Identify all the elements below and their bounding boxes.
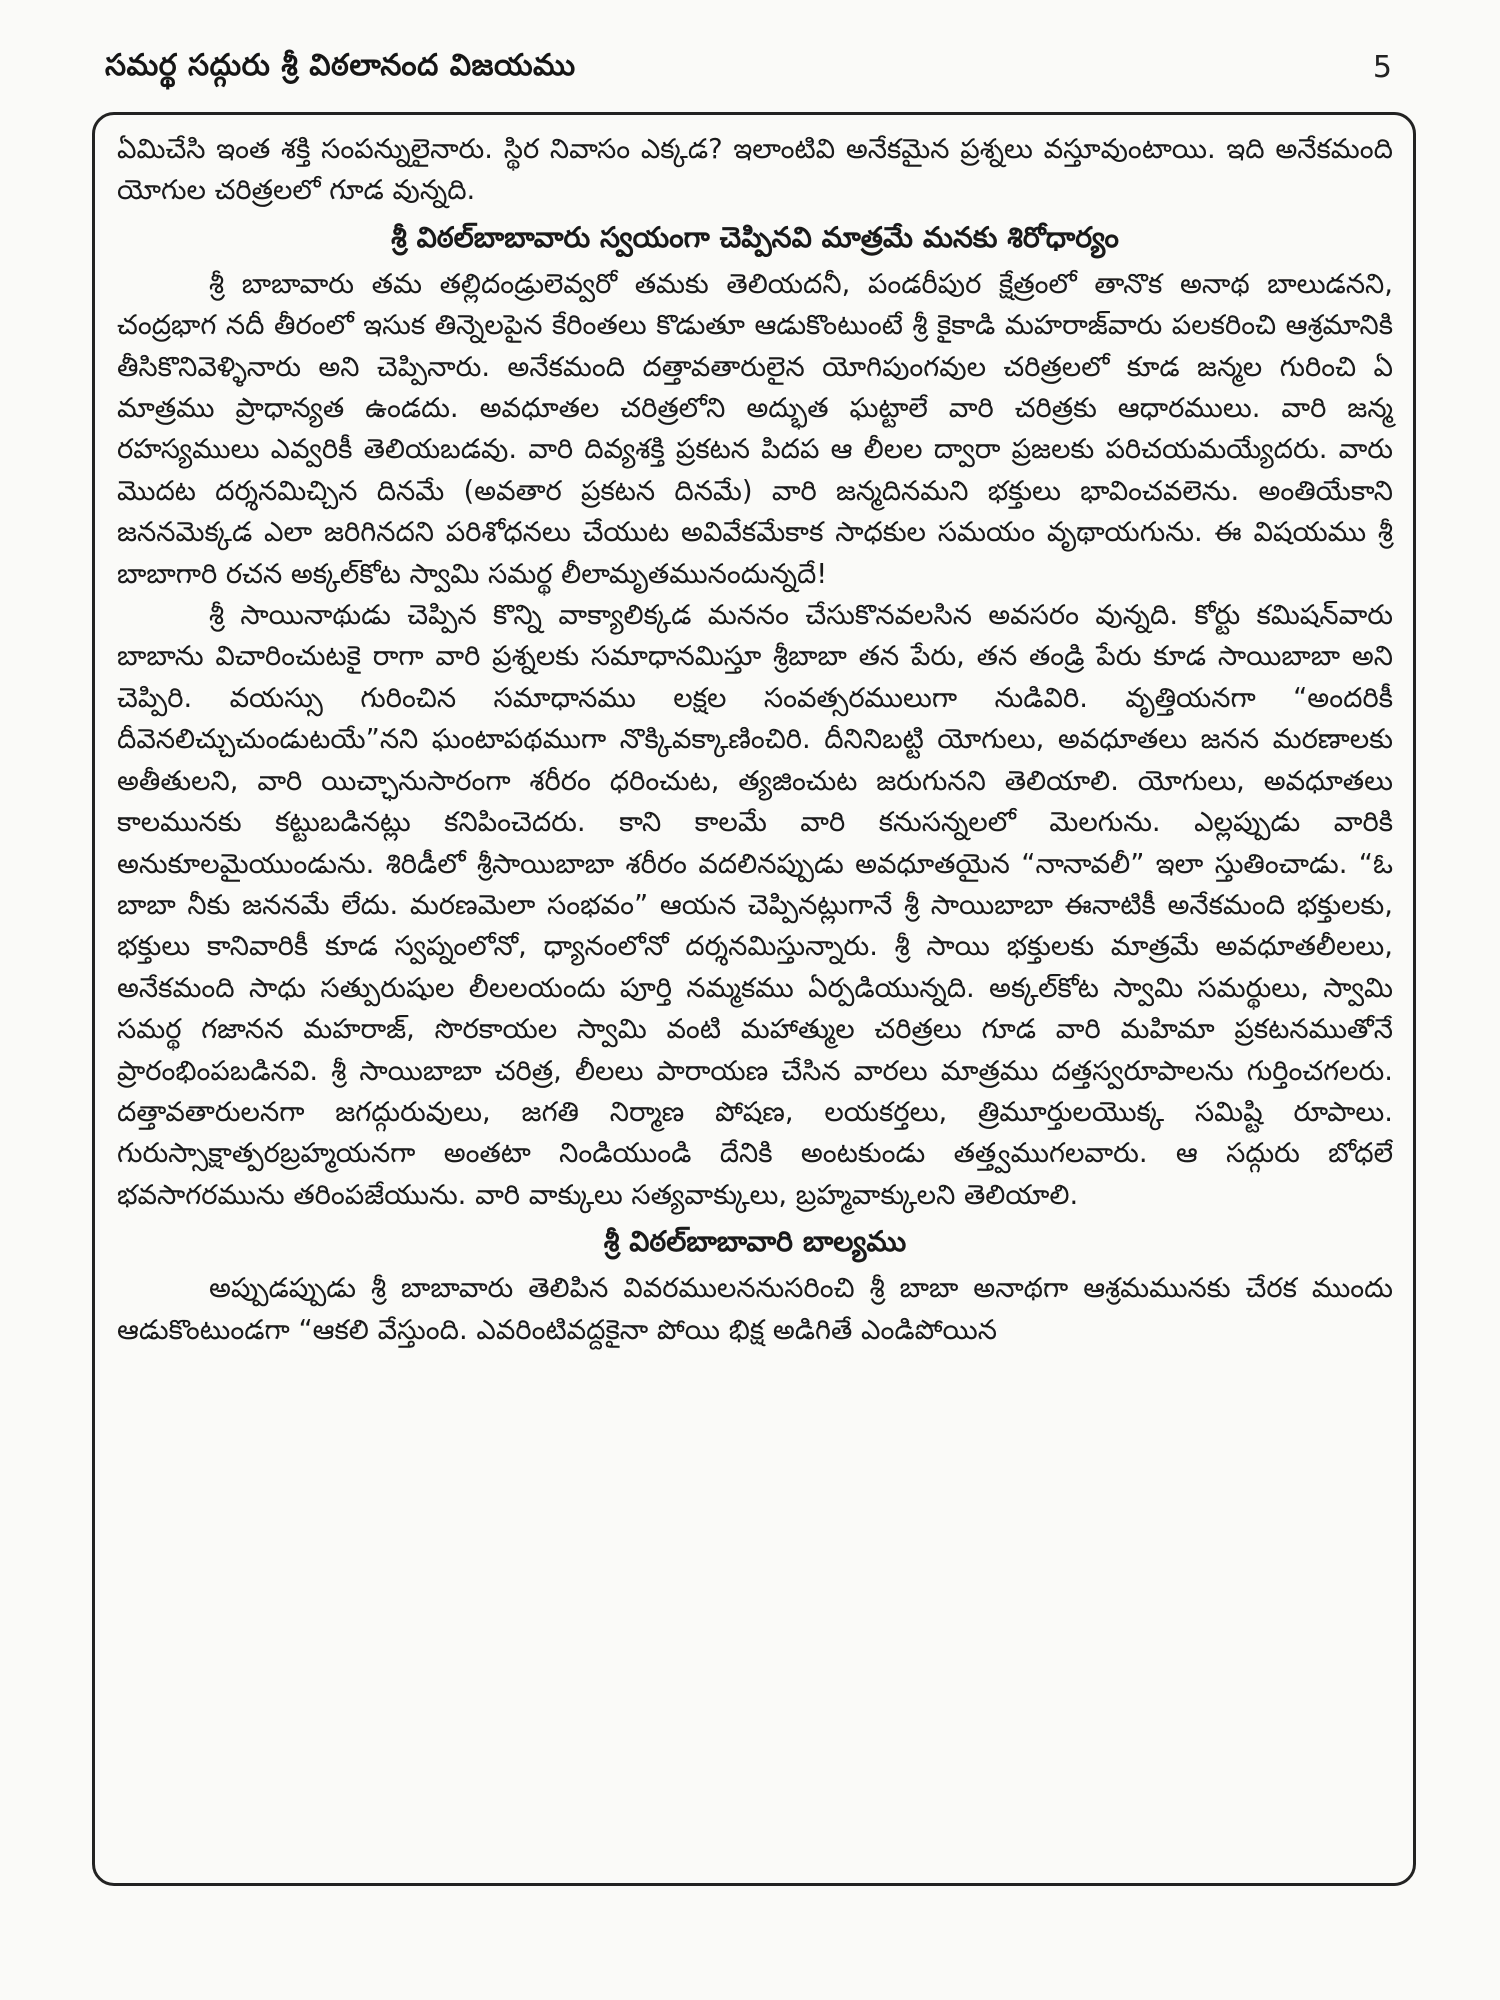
text-frame — [92, 112, 1416, 1886]
section-heading-2: శ్రీ విఠల్‌బాబావారి బాల్యము — [603, 1225, 907, 1259]
intro-paragraph: ఏమిచేసి ఇంత శక్తి సంపన్నులైనారు. స్థిర నివాసం ఎక్కడ? ఇలాంటివి అనేకమైన ప్రశ్నలు వస్తూవుంటాయి. ఇది అనేకమంది యోగుల చరిత్రలలో గూడ వున్నది. — [117, 134, 1393, 207]
page-number: 5 — [1372, 50, 1392, 85]
paragraph-1: శ్రీ బాబావారు తమ తల్లిదండ్రులెవ్వరో తమకు తెలియదనీ, పండరీపుర క్షేత్రంలో తానొక అనాథ బాలుడనని, చంద్రభాగ నదీ తీరంలో ఇసుక తిన్నెలపైన కేరింతలు కొడుతూ ఆడుకొంటుంటే శ్రీ కైకాడి మహరాజ్‌వారు పలకరించి ఆశ్రమానికి తీసికొనివెళ్ళినారు అని చెప్పినారు. అనేకమంది దత్తావతారులైన యోగిపుంగవుల చరిత్రలలో కూడ జన్మల గురించి ఏ మాత్రము ప్రాధాన్యత ఉండదు. అవధూతల చరిత్రలోని అద్భుత ఘట్టాలే వారి చరిత్రకు ఆధారములు. వారి జన్మ రహస్యములు ఎవ్వరికీ తెలియబడవు. వారి దివ్యశక్తి ప్రకటన పిదప ఆ లీలల ద్వారా ప్రజలకు పరిచయమయ్యేదరు. వారు మొదట దర్శనమిచ్చిన దినమే (అవతార ప్రకటన దినమే) వారి జన్మదినమని భక్తులు భావించవలెను. అంతియేకాని జననమెక్కడ ఎలా జరిగినదని పరిశోధనలు చేయుట అవివేకమేకాక సాధకుల సమయం వృథాయగును. ఈ విషయము శ్రీ బాబాగారి రచన అక్కల్‌కోట స్వామి సమర్థ లీలామృతమునందున్నదే! — [117, 268, 1393, 590]
section-heading-1: శ్రీ విఠల్‌బాబావారు స్వయంగా చెప్పినవి మాత్రమే మనకు శిరోధార్యం — [391, 220, 1119, 254]
paragraph-3: అప్పుడప్పుడు శ్రీ బాబావారు తెలిపిన వివరములననుసరించి శ్రీ బాబా అనాథగా ఆశ్రమమునకు చేరక ముందు ఆడుకొంటుండగా “ఆకలి వేస్తుంది. ఎవరింటివద్దకైనా పోయి భిక్ష అడిగితే ఎండిపోయిన — [117, 1273, 1393, 1346]
running-title: సమర్థ సద్గురు శ్రీ విఠలానంద విజయము — [105, 48, 576, 83]
paragraph-2: శ్రీ సాయినాథుడు చెప్పిన కొన్ని వాక్యాలిక్కడ మననం చేసుకొనవలసిన అవసరం వున్నది. కోర్టు కమిషన్‌వారు బాబాను విచారించుటకై రాగా వారి ప్రశ్నలకు సమాధానమిస్తూ శ్రీబాబా తన పేరు, తన తండ్రి పేరు కూడ సాయిబాబా అని చెప్పిరి. వయస్సు గురించిన సమాధానము లక్షల సంవత్సరములుగా నుడివిరి. వృత్తియనగా “అందరికీ దీవెనలిచ్చుచుండుటయే”నని ఘంటాపథముగా నొక్కివక్కాణించిరి. దీనినిబట్టి యోగులు, అవధూతలు జనన మరణాలకు అతీతులని, వారి యిచ్ఛానుసారంగా శరీరం ధరించుట, త్యజించుట జరుగునని తెలియాలి. యోగులు, అవధూతలు కాలమునకు కట్టుబడినట్లు కనిపించెదరు. కాని కాలమే వారి కనుసన్నలలో మెలగును. ఎల్లప్పుడు వారికి అనుకూలమైయుండును. శిరిడీలో శ్రీసాయిబాబా శరీరం వదలినప్పుడు అవధూతయైన “నానావలీ” ఇలా స్తుతించాడు. “ఓ బాబా నీకు జననమే లేదు. మరణమెలా సంభవం” ఆయన చెప్పినట్లుగానే శ్రీ సాయిబాబా ఈనాటికీ అనేకమంది భక్తులకు, భక్తులు కానివారికీ కూడ స్వప్నంలోనో, ధ్యానంలోనో దర్శనమిస్తున్నారు. శ్రీ సాయి భక్తులకు మాత్రమే అవధూతలీలలు, అనేకమంది సాధు సత్పురుషుల లీలలయందు పూర్తి నమ్మకము ఏర్పడియున్నది. అక్కల్‌కోట స్వామి సమర్థులు, స్వామి సమర్థ గజానన మహరాజ్, సొరకాయల స్వామి వంటి మహాత్ముల చరిత్రలు గూడ వారి మహిమా ప్రకటనముతోనే ప్రారంభింపబడినవి. శ్రీ సాయిబాబా చరిత్ర, లీలలు పారాయణ చేసిన వారలు మాత్రము దత్తస్వరూపాలను గుర్తించగలరు. దత్తావతారులనగా జగద్గురువులు, జగతి నిర్మాణ పోషణ, లయకర్తలు, త్రిమూర్తులయొక్క సమిష్టి రూపాలు. గురుస్సాక్షాత్పరబ్రహ్మయనగా అంతటా నిండియుండి దేనికి అంటకుండు తత్త్వముగలవారు. ఆ సద్గురు బోధలే భవసాగరమును తరింపజేయును. వారి వాక్కులు సత్యవాక్కులు, బ్రహ్మవాక్కులని తెలియాలి. — [117, 600, 1393, 1211]
